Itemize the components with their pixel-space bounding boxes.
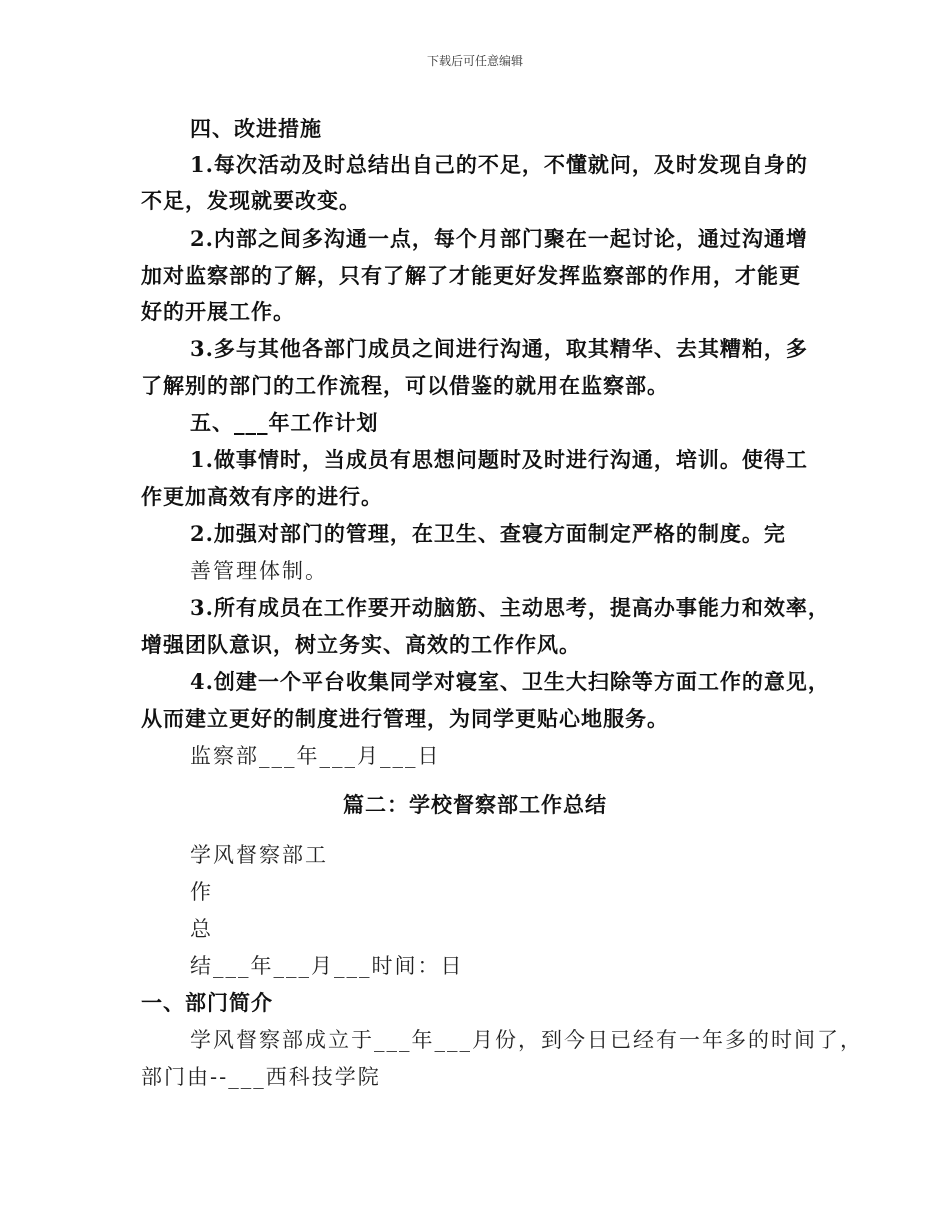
paragraph-line: 1.每次活动及时总结出自己的不足，不懂就问，及时发现自身的 [190, 152, 808, 177]
paragraph-line: 作更加高效有序的进行。 [141, 484, 383, 509]
paragraph-line: 学风督察部成立于___年___月份，到今日已经有一年多的时间了， [190, 1028, 863, 1052]
paragraph-line: 2.内部之间多沟通一点，每个月部门聚在一起讨论，通过沟通增 [190, 226, 808, 251]
paragraph-line: 了解别的部门的工作流程，可以借鉴的就用在监察部。 [141, 373, 669, 398]
paragraph-line: 作 [190, 880, 213, 904]
paragraph-line: 学风督察部工 [190, 843, 328, 867]
section-heading-department: 一、部门简介 [141, 990, 273, 1015]
paragraph-line: 1.做事情时，当成员有思想问题时及时进行沟通，培训。使得工 [190, 447, 808, 472]
paragraph-line: 部门由--___西科技学院 [141, 1065, 381, 1089]
paragraph-line: 从而建立更好的制度进行管理，为同学更贴心地服务。 [141, 706, 669, 731]
paragraph-line: 增强团队意识，树立务实、高效的工作作风。 [141, 632, 581, 657]
paragraph-line: 总 [190, 917, 213, 941]
section-heading-plan: 五、___年工作计划 [190, 410, 379, 435]
paragraph-line: 加对监察部的了解，只有了解了才能更好发挥监察部的作用，才能更 [141, 263, 801, 288]
paragraph-line: 结___年___月___时间：日 [190, 954, 464, 978]
paragraph-line: 不足，发现就要改变。 [141, 188, 361, 213]
paragraph-line: 3.所有成员在工作要开动脑筋、主动思考，提高办事能力和效率， [190, 595, 830, 620]
paragraph-line: 2.加强对部门的管理，在卫生、查寝方面制定严格的制度。完 [190, 521, 786, 546]
paragraph-line: 4.创建一个平台收集同学对寝室、卫生大扫除等方面工作的意见， [190, 669, 830, 694]
page-header: 下载后可任意编辑 [426, 54, 523, 68]
paragraph-line: 善管理体制。 [190, 559, 328, 583]
paragraph-line: 3.多与其他各部门成员之间进行沟通，取其精华、去其糟粕，多 [190, 336, 808, 361]
signature-date-line: 监察部___年___月___日 [190, 744, 441, 768]
paragraph-line: 好的开展工作。 [141, 299, 295, 324]
chapter-title: 篇二：学校督察部工作总结 [343, 792, 607, 817]
section-heading-improvement: 四、改进措施 [190, 116, 322, 141]
